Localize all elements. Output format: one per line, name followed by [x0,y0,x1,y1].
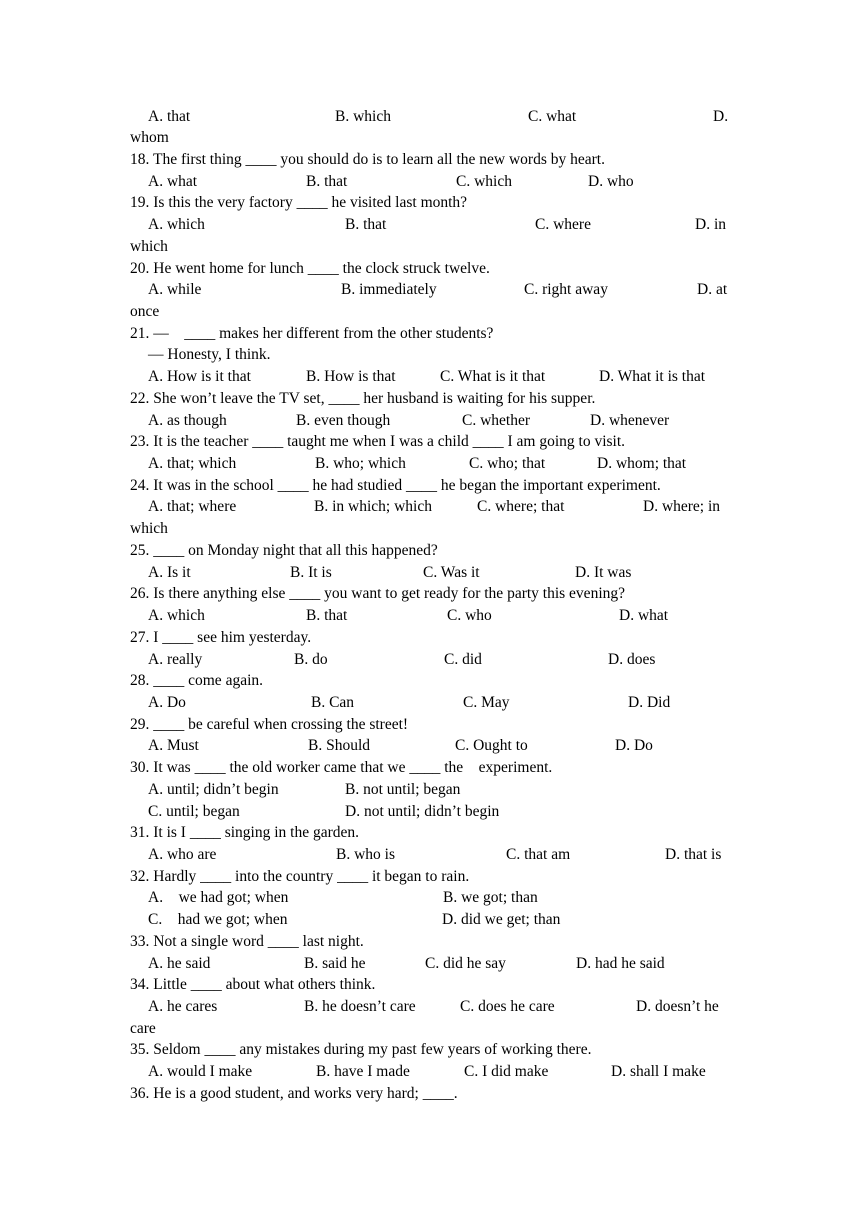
answer-option: C. whether [462,411,531,429]
answer-option: B. Can [311,693,355,711]
answer-option: D. shall I make [611,1063,706,1081]
question-text: 30. It was ____ the old worker came that we ____ the experiment. [130,759,553,777]
answer-option: B. not until; began [345,780,461,798]
answer-option: A. which [148,607,205,625]
answer-option: D. It was [575,563,632,581]
answer-option: D. where; in [643,498,721,516]
answer-option: B. he doesn’t care [304,998,416,1016]
question-text: 33. Not a single word ____ last night. [130,932,364,950]
answer-option: D. not until; didn’t begin [345,802,500,820]
answer-option: B. who; which [315,455,406,473]
options-row [0,344,860,366]
answer-option: D. who [588,172,634,190]
option-continuation: which [130,237,168,255]
answer-option: A. who are [148,845,217,863]
option-continuation: care [130,1019,156,1037]
answer-option: C. did [444,650,482,668]
answer-option: B. do [294,650,328,668]
answer-option: A. until; didn’t begin [148,780,279,798]
options-row [0,887,860,909]
answer-option: D. in [695,216,726,234]
answer-option: C. I did make [464,1063,549,1081]
question-text: 20. He went home for lunch ____ the clock struck twelve. [130,259,490,277]
options-row [0,996,860,1018]
question-text: 21. — ____ makes her different from the other students? [130,324,494,342]
options-row [0,779,860,801]
question-text: 32. Hardly ____ into the country ____ it began to rain. [130,867,470,885]
option-continuation: which [130,520,168,538]
answer-option: C. who; that [469,455,546,473]
answer-option: A. as though [148,411,227,429]
answer-option: D. does [608,650,656,668]
question-text: 24. It was in the school ____ he had studied ____ he began the important experiment. [130,476,661,494]
question-text: 19. Is this the very factory ____ he visited last month? [130,194,468,212]
answer-option: A. he cares [148,998,218,1016]
answer-option: C. Ought to [455,737,528,755]
answer-option: A. he said [148,954,211,972]
options-row [0,106,860,128]
answer-option: C. who [447,607,492,625]
answer-option: B. even though [296,411,391,429]
answer-option: A. which [148,216,205,234]
answer-option: B. we got; than [443,889,538,907]
answer-option: — Honesty, I think. [148,346,271,364]
options-row [0,453,860,475]
answer-option: C. May [463,693,510,711]
question-text: 34. Little ____ about what others think. [130,976,376,994]
option-continuation: whom [130,129,169,147]
answer-option: D. Did [628,693,671,711]
answer-option: C. that am [506,845,571,863]
answer-option: A. what [148,172,198,190]
answer-option: D. did we get; than [442,911,561,929]
options-row [0,735,860,757]
answer-option: B. who is [336,845,395,863]
answer-option: D. Do [615,737,653,755]
answer-option: A. How is it that [148,368,251,386]
answer-option: B. that [306,172,348,190]
question-text: 35. Seldom ____ any mistakes during my past few years of working there. [130,1041,592,1059]
question-text: 18. The first thing ____ you should do is to learn all the new words by heart. [130,150,605,168]
question-text: 26. Is there anything else ____ you want to get ready for the party this evening? [130,585,626,603]
answer-option: C. until; began [148,802,240,820]
answer-option: A. really [148,650,203,668]
answer-option: D. What it is that [599,368,706,386]
options-row [0,1061,860,1083]
options-row [0,605,860,627]
answer-option: A. that; which [148,455,237,473]
answer-option: B. said he [304,954,366,972]
question-text: 25. ____ on Monday night that all this happened? [130,541,438,559]
answer-option: A. Is it [148,563,191,581]
answer-option: C. where [535,216,591,234]
options-row [0,801,860,823]
answer-option: C. did he say [425,954,506,972]
answer-option: C. does he care [460,998,555,1016]
answer-option: A. we had got; when [148,889,289,907]
answer-option: B. that [345,216,387,234]
options-row [0,909,860,931]
answer-option: A. that [148,107,191,125]
answer-option: B. which [335,107,391,125]
answer-option: B. that [306,607,348,625]
answer-option: C. what [528,107,577,125]
answer-option: A. Must [148,737,199,755]
answer-option: D. whenever [590,411,670,429]
answer-option: D. whom; that [597,455,687,473]
answer-option: C. What is it that [440,368,546,386]
question-text: 23. It is the teacher ____ taught me when I was a child ____ I am going to visit. [130,433,626,451]
answer-option: B. have I made [316,1063,410,1081]
answer-option: A. while [148,281,202,299]
options-row [0,171,860,193]
question-text: 27. I ____ see him yesterday. [130,628,312,646]
answer-option: B. How is that [306,368,396,386]
question-text: 28. ____ come again. [130,672,264,690]
answer-option: D. had he said [576,954,665,972]
answer-option: C. which [456,172,512,190]
options-row [0,844,860,866]
question-text: 29. ____ be careful when crossing the street! [130,715,409,733]
answer-option: D. at [697,281,728,299]
question-text: 36. He is a good student, and works very hard; ____. [130,1084,458,1102]
answer-option: D. that is [665,845,722,863]
options-row [0,410,860,432]
answer-option: D. [713,107,729,125]
answer-option: C. Was it [423,563,480,581]
question-text: 22. She won’t leave the TV set, ____ her husband is waiting for his supper. [130,389,596,407]
answer-option: B. immediately [341,281,437,299]
options-row [0,279,860,301]
options-row [0,562,860,584]
answer-option: C. where; that [477,498,565,516]
answer-option: B. It is [290,563,332,581]
options-row [0,214,860,236]
options-row [0,649,860,671]
answer-option: B. in which; which [314,498,432,516]
option-continuation: once [130,302,160,320]
options-row [0,692,860,714]
answer-option: A. that; where [148,498,237,516]
answer-option: A. Do [148,693,186,711]
question-text: 31. It is I ____ singing in the garden. [130,824,360,842]
answer-option: B. Should [308,737,371,755]
answer-option: C. right away [524,281,608,299]
answer-option: D. what [619,607,669,625]
options-row [0,953,860,975]
answer-option: D. doesn’t he [636,998,719,1016]
answer-option: A. would I make [148,1063,253,1081]
answer-option: C. had we got; when [148,911,288,929]
options-row [0,496,860,518]
options-row [0,366,860,388]
